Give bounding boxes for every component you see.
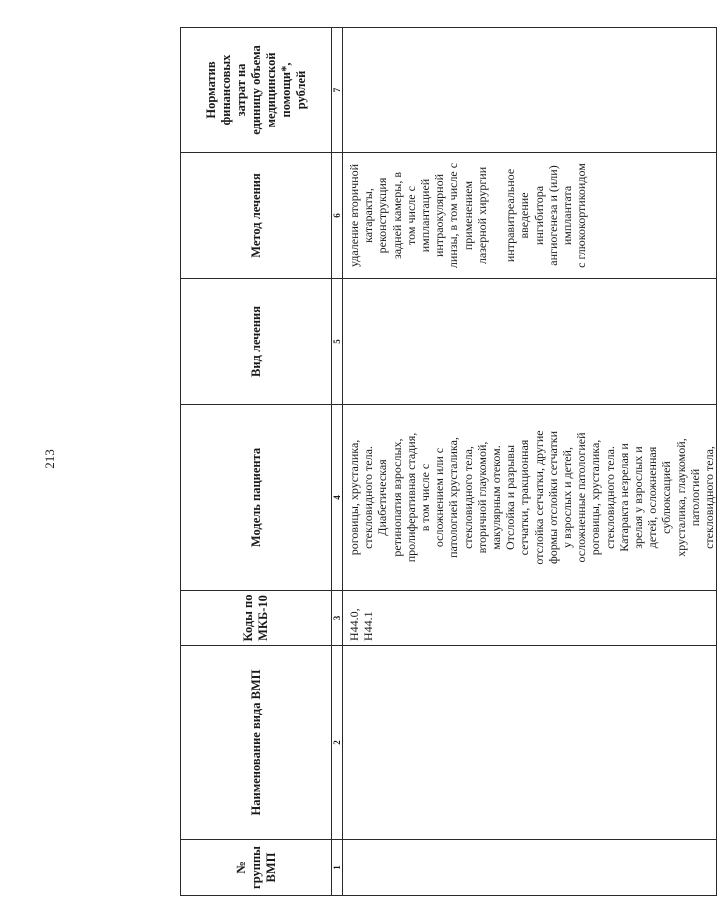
cell-treatment-type: [343, 279, 717, 405]
column-number: 3: [332, 591, 343, 646]
page-number: 213: [42, 449, 57, 469]
table-container: [180, 28, 717, 896]
table-header-row: [181, 28, 332, 896]
cell-vmp-name: [343, 646, 717, 840]
cell-patient-model: роговицы, хрусталика, стекловидного тела. Диабетическая ретинопатия взрослых, пролиферативная стадия, в том числе с осложнением или с патологией хрусталика, стекловидного тела, вторичной глаукомой, макулярным отеком. Отслойка и разрывы сетчатки, тракционная отслойка сетчатки, другие формы отслойки сетчатки у взрослых и детей, осложненные патологией роговицы, хрусталика, стекловидного тела. Катаракта незрелая и зрелая у взрослых и детей, осложненная сублюксацией хрусталика, глаукомой, патологией стекловидного тела,: [343, 405, 717, 591]
header-patient-model: Модель пациента: [181, 405, 332, 591]
cell-cost-standard: [343, 28, 717, 153]
vmp-table: [180, 27, 717, 896]
cell-group-number: [343, 840, 717, 896]
header-vmp-name: Наименование вида ВМП: [181, 646, 332, 840]
column-number-row: [332, 28, 343, 896]
column-number: 1: [332, 840, 343, 896]
header-icd-codes: Коды по МКБ-10: [181, 591, 332, 646]
column-number: 5: [332, 279, 343, 405]
cell-icd-codes: H44.0, H44.1: [343, 591, 717, 646]
column-number: 7: [332, 28, 343, 153]
header-treatment-type: Вид лечения: [181, 279, 332, 405]
column-number: 6: [332, 153, 343, 279]
cell-treatment-method: удаление вторичной катаракты, реконструкция задней камеры, в том числе с имплантацией интраокулярной линзы, в том числе с применением лазерной хирургии интравитреальное введение ингибитора ангиогенеза и (или) имплантата с глюкокортикоидом: [343, 153, 717, 279]
column-number: 2: [332, 646, 343, 840]
table-row: [343, 28, 717, 896]
header-group-number: № группы ВМП: [181, 840, 332, 896]
header-treatment-method: Метод лечения: [181, 153, 332, 279]
header-cost-standard: Норматив финансовых затрат на единицу объема медицинской помощи*, рублей: [181, 28, 332, 153]
column-number: 4: [332, 405, 343, 591]
